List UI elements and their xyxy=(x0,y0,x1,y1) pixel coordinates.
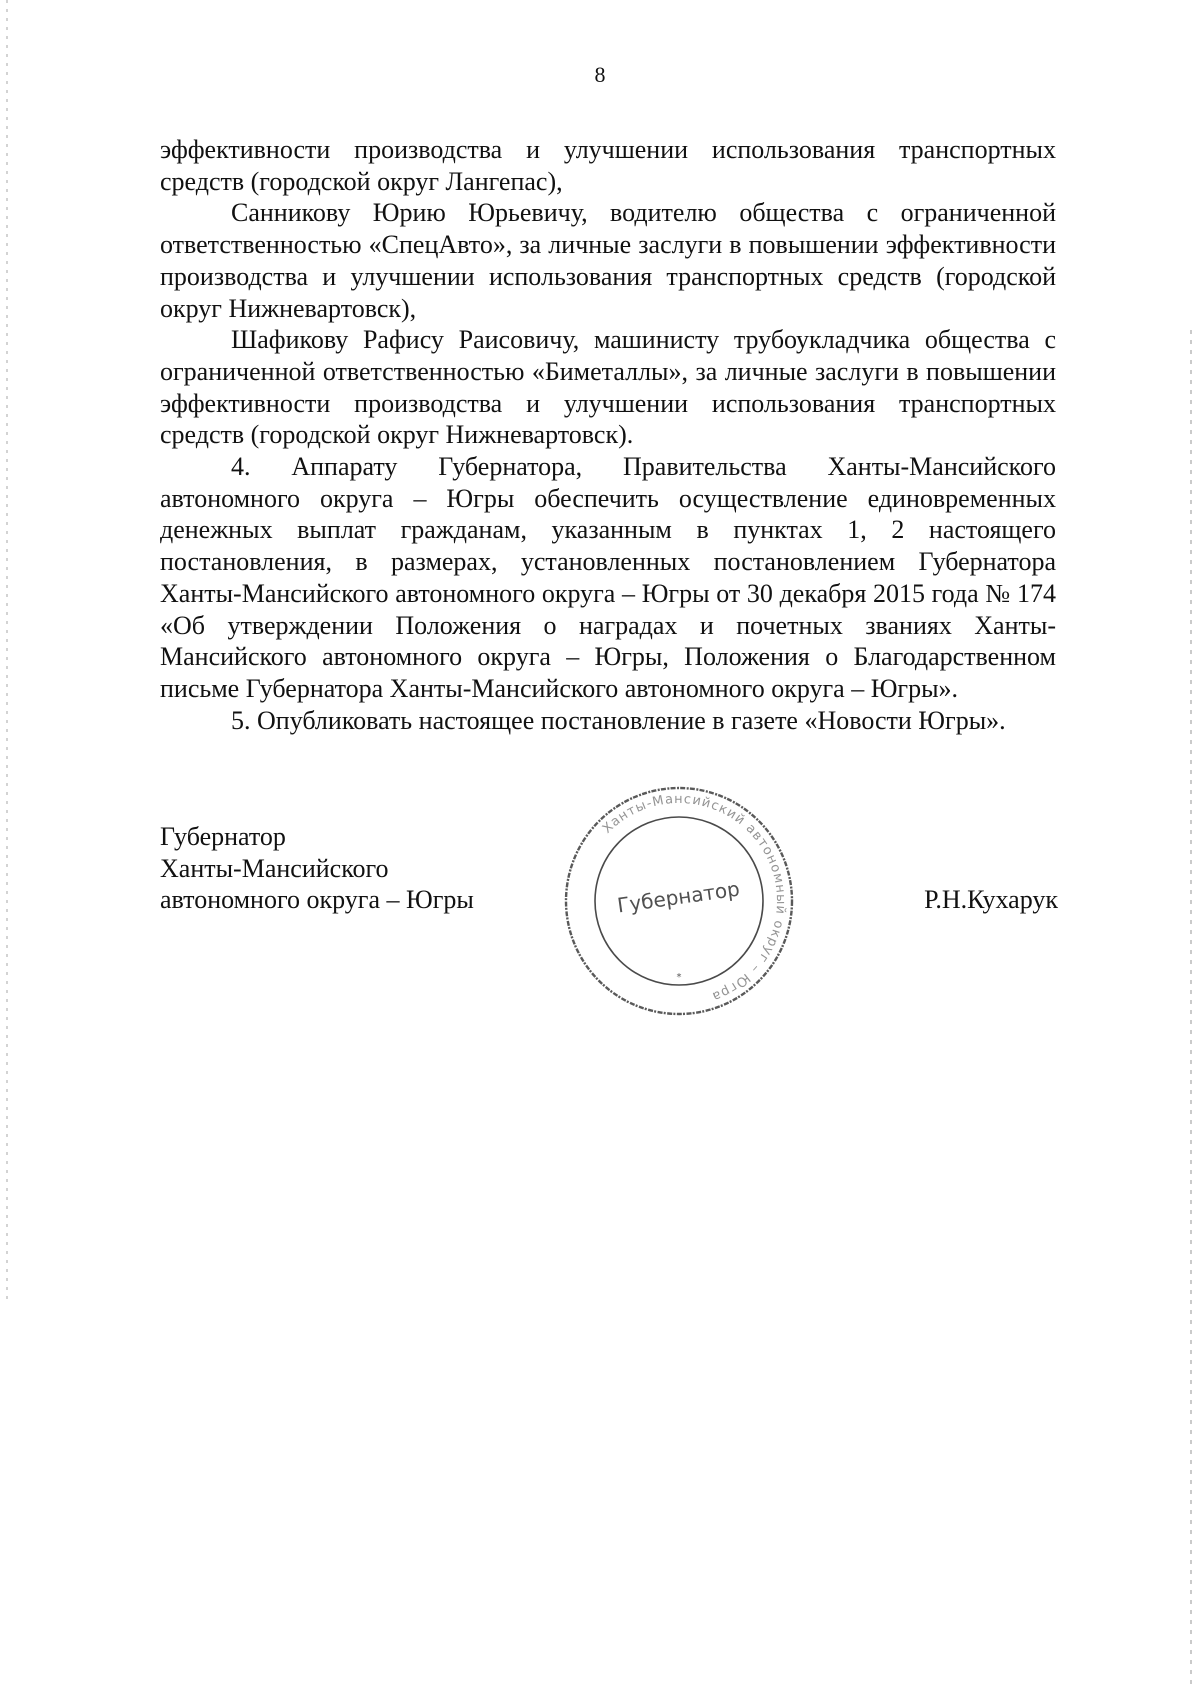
official-seal xyxy=(562,784,796,1018)
paragraph-item-4: 4. Аппарату Губернатора, Правительства Ханты-Мансийского автономного округа – Югры обеспечить осуществление единовременных денежных выплат гражданам, указанным в пунктах 1, 2 настоящего постановления, в размерах, установленных постановлением Губернатора Ханты-Мансийского автономного округа – Югры от 30 декабря 2015 года № 174 «Об утверждении Положения о наградах и почетных званиях Ханты-Мансийского автономного округа – Югры, Положения о Благодарственном письме Губернатора Ханты-Мансийского автономного округа – Югры». xyxy=(160,452,1056,703)
signature-title-line-2: Ханты-Мансийского xyxy=(160,853,389,883)
paragraph-item-5: 5. Опубликовать настоящее постановление в газете «Новости Югры». xyxy=(231,705,1006,735)
scan-edge-left xyxy=(6,0,8,1300)
seal-center-text: Губернатор xyxy=(615,876,742,918)
document-body xyxy=(160,134,1056,736)
signature-name: Р.Н.Кухарук xyxy=(924,885,1058,914)
page-number: 8 xyxy=(594,62,606,87)
seal-star-icon: * xyxy=(676,972,682,983)
paragraph-sannikov: Санникову Юрию Юрьевичу, водителю общества с ограниченной ответственностью «СпецАвто», за личные заслуги в повышении эффективности производства и улучшении использования транспортных средств (городской округ Нижневартовск), xyxy=(160,198,1056,323)
signature-title-line-3: автономного округа – Югры xyxy=(160,885,474,915)
seal-ring-text: Ханты-Мансийский автономный округ – Югра xyxy=(599,791,789,1005)
paragraph-shafikov: Шафикову Рафису Раисовичу, машинисту трубоукладчика общества с ограниченной ответственностью «Биметаллы», за личные заслуги в повышении эффективности производства и улучшении использования транспортных средств (городской округ Нижневартовск). xyxy=(160,325,1056,450)
paragraph-continuation: эффективности производства и улучшении использования транспортных средств (городской округ Лангепас), xyxy=(160,135,1056,196)
signature-title-line-1: Губернатор xyxy=(160,822,286,851)
scan-edge-right xyxy=(1190,330,1192,1686)
